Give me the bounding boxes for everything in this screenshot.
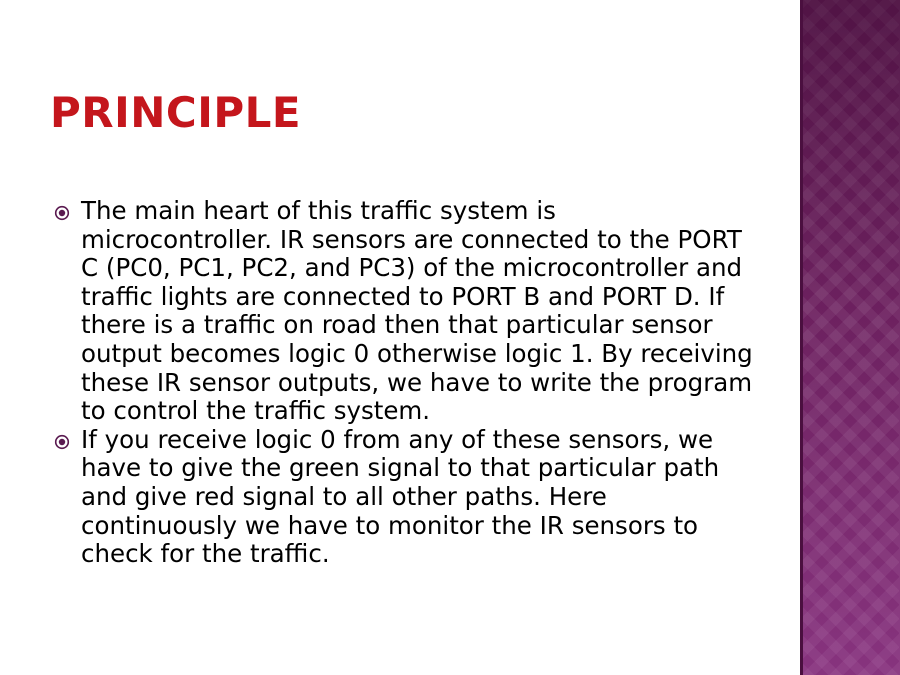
bullet-text: The main heart of this traffic system is microcontroller. IR sensors are connected to the PORT C (PC0, PC1, PC2, and PC3) of the microcontroller and traffic lights are connected to PORT B and PORT D. If there is a traffic on road then that particular sensor output becomes logic 0 otherwise logic 1. By receiving these IR sensor outputs, we have to write the program to control the traffic system. <box>81 196 753 426</box>
bullet-list <box>54 197 754 569</box>
decorative-side-band <box>800 0 900 675</box>
slide-title: PRINCIPLE <box>50 88 302 137</box>
side-band-edge <box>800 0 803 675</box>
bullet-item <box>54 426 754 569</box>
target-circle-icon <box>54 205 70 221</box>
bullet-item <box>54 197 754 426</box>
target-circle-icon <box>54 434 70 450</box>
bullet-text: If you receive logic 0 from any of these sensors, we have to give the green signal to that particular path and give red signal to all other paths. Here continuously we have to monitor the IR sensors to check for the traffic. <box>81 424 720 569</box>
